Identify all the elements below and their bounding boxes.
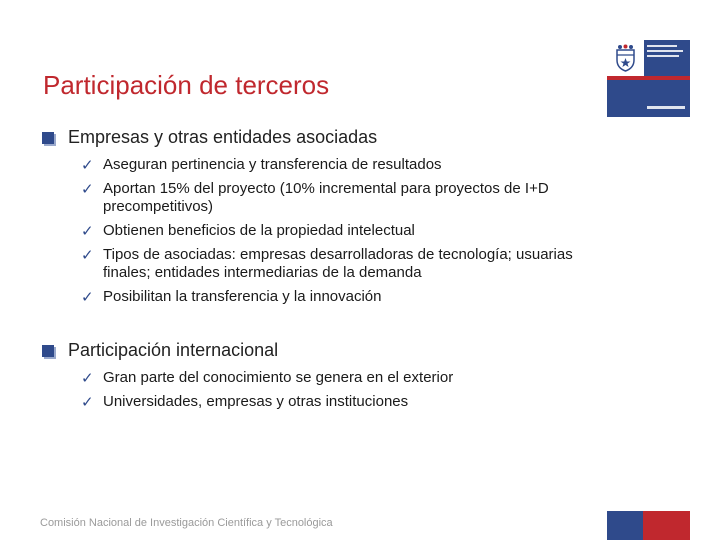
logo-tagline	[647, 106, 685, 109]
list-item-text: Universidades, empresas y otras instituciones	[103, 393, 409, 410]
section-empresas	[42, 127, 632, 312]
list-item-text: Aportan 15% del proyecto (10% incremental para proyectos de I+D precompetitivos)	[103, 180, 549, 215]
checkmark-icon: ✓	[81, 246, 94, 264]
section-heading-text: Participación internacional	[68, 340, 279, 360]
footer-text: Comisión Nacional de Investigación Científica y Tecnológica	[40, 517, 333, 529]
item-list	[42, 156, 632, 306]
section-heading-text: Empresas y otras entidades asociadas	[68, 127, 378, 147]
list-item	[42, 393, 632, 411]
flag-red-block	[643, 511, 690, 540]
list-item	[42, 288, 632, 306]
list-item	[42, 369, 632, 387]
section-heading	[42, 127, 632, 148]
square-bullet-icon	[42, 132, 54, 144]
logo-wordmark	[647, 45, 687, 60]
list-item-text: Obtienen beneficios de la propiedad intelectual	[103, 222, 415, 239]
flag-blue-block	[607, 511, 643, 540]
checkmark-icon: ✓	[81, 180, 94, 198]
coat-of-arms-icon	[613, 44, 638, 72]
section-internacional	[42, 340, 632, 417]
list-item-text: Aseguran pertinencia y transferencia de resultados	[103, 156, 442, 173]
square-bullet-icon	[42, 345, 54, 357]
logo-red-stripe	[607, 76, 690, 80]
list-item	[42, 156, 632, 174]
list-item-text: Posibilitan la transferencia y la innovación	[103, 288, 382, 305]
logo-crest-area	[607, 40, 644, 76]
checkmark-icon: ✓	[81, 156, 94, 174]
list-item-text: Gran parte del conocimiento se genera en el exterior	[103, 369, 454, 386]
item-list	[42, 369, 632, 411]
list-item	[42, 180, 632, 216]
list-item	[42, 246, 632, 282]
flag-bar	[607, 511, 690, 540]
conicyt-logo	[607, 40, 690, 117]
list-item-text: Tipos de asociadas: empresas desarrolladoras de tecnología; usuarias finales; entidades intermediarias de la demanda	[103, 246, 573, 281]
list-item	[42, 222, 632, 240]
checkmark-icon: ✓	[81, 393, 94, 411]
slide-title: Participación de terceros	[43, 70, 330, 100]
section-heading	[42, 340, 632, 361]
checkmark-icon: ✓	[81, 222, 94, 240]
checkmark-icon: ✓	[81, 369, 94, 387]
checkmark-icon: ✓	[81, 288, 94, 306]
